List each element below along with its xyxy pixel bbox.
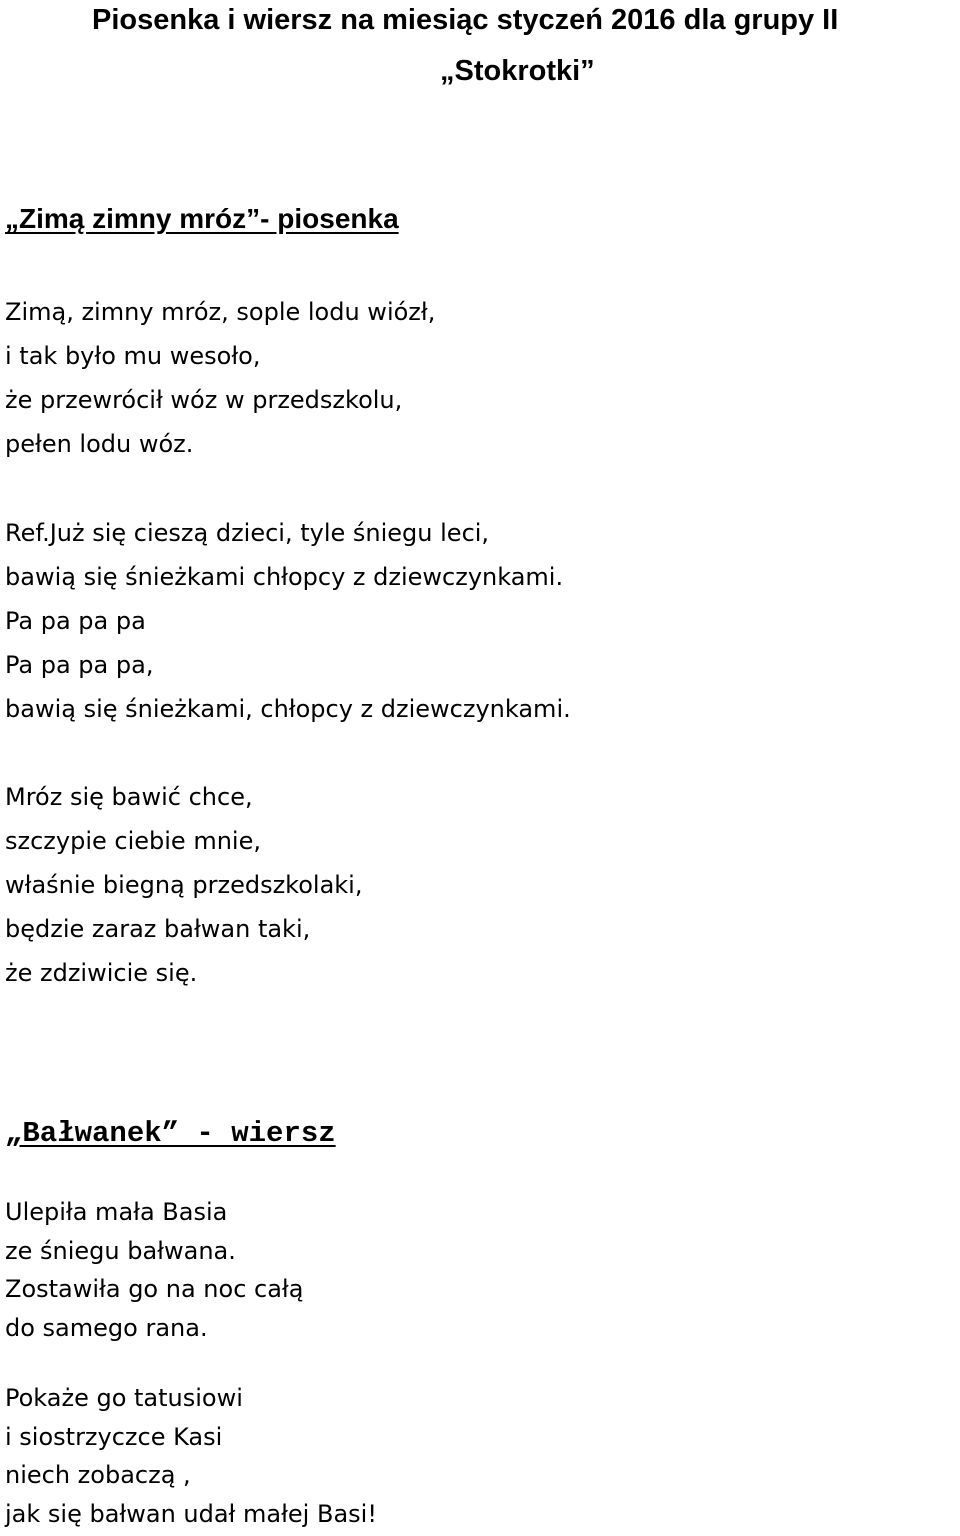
refrain-line: bawią się śnieżkami, chłopcy z dziewczynkami. <box>5 693 571 737</box>
poem-line: niech zobaczą , <box>5 1459 377 1498</box>
poem-line: do samego rana. <box>5 1312 303 1351</box>
song-verse-1 <box>5 296 435 472</box>
song-verse-2 <box>5 781 362 1001</box>
page-title: Piosenka i wiersz na miesiąc styczeń 2016 dla grupy II <box>92 6 838 35</box>
poem-line: ze śniegu bałwana. <box>5 1235 303 1274</box>
poem-line: Ulepiła mała Basia <box>5 1196 303 1235</box>
song-heading: „Zimą zimny mróz”- piosenka <box>5 205 399 233</box>
poem-line: Zostawiła go na noc całą <box>5 1273 303 1312</box>
verse-line: Zimą, zimny mróz, sople lodu wiózł, <box>5 296 435 340</box>
refrain-line: Pa pa pa pa, <box>5 649 571 693</box>
poem-line: jak się bałwan udał małej Basi! <box>5 1498 377 1536</box>
verse-line: że przewrócił wóz w przedszkolu, <box>5 384 435 428</box>
poem-line: i siostrzyczce Kasi <box>5 1421 377 1460</box>
poem-stanza-2 <box>5 1382 377 1536</box>
poem-line: Pokaże go tatusiowi <box>5 1382 377 1421</box>
verse-line: właśnie biegną przedszkolaki, <box>5 869 362 913</box>
verse-line: szczypie ciebie mnie, <box>5 825 362 869</box>
poem-stanza-1 <box>5 1196 303 1350</box>
poem-heading: „Bałwanek” - wiersz <box>5 1119 336 1148</box>
refrain-line: Ref.Już się cieszą dzieci, tyle śniegu leci, <box>5 517 571 561</box>
verse-line: i tak było mu wesoło, <box>5 340 435 384</box>
verse-line: Mróz się bawić chce, <box>5 781 362 825</box>
verse-line: że zdziwicie się. <box>5 957 362 1001</box>
refrain-line: Pa pa pa pa <box>5 605 571 649</box>
verse-line: pełen lodu wóz. <box>5 428 435 472</box>
group-name: „Stokrotki” <box>440 57 595 86</box>
refrain-line: bawią się śnieżkami chłopcy z dziewczynkami. <box>5 561 571 605</box>
song-refrain <box>5 517 571 737</box>
verse-line: będzie zaraz bałwan taki, <box>5 913 362 957</box>
